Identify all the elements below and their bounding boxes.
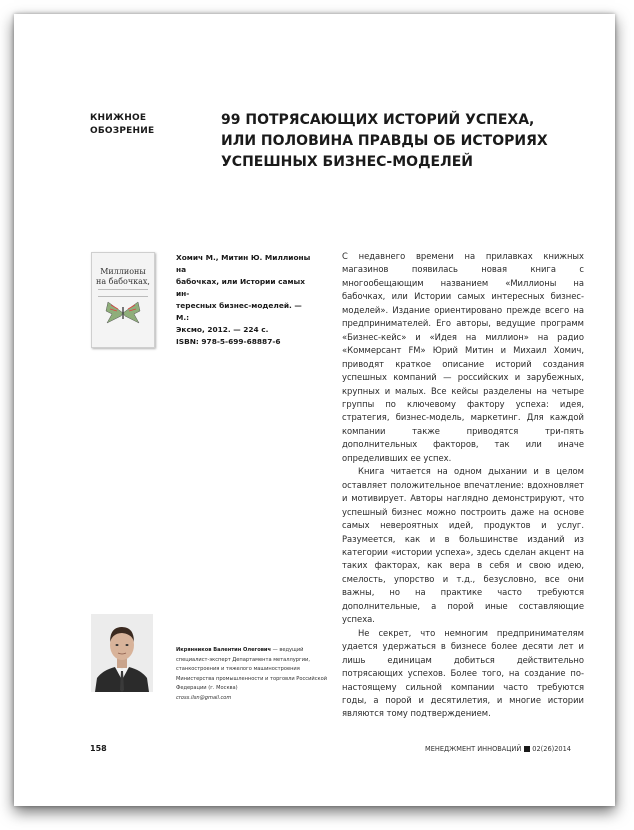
author-description: — ведущий специалист-эксперт Департамента металлургии, станкостроения и тяжелого машиностроения Министерства промышленности и торговли Российской Федерации (г. Москва) [176,647,328,691]
book-cover-title-line-1: Миллионы [100,267,146,276]
book-bibliography [176,252,316,348]
section-label-line-2: ОБОЗРЕНИЕ [90,126,155,136]
bibliography-line-4: Эксмо, 2012. — 224 с. [176,325,269,334]
section-label [90,112,210,138]
magazine-page [14,14,615,806]
body-paragraph-1: С недавнего времени на прилавках книжных магазинов появилась новая книга с многообещающим названием «Миллионы на бабочках, или Истории самых интересных бизнес-моделей». Издание ориентировано прежде всего на предпринимателей. Его авторы, ведущие программ «Бизнес-кейс» и «Идея на миллион» на радио «Коммерсант FM» Юрий Митин и Михаил Хомич, приводят краткое описание историй создания успешных компаний — российских и зарубежных, крупных и малых. Все кейсы разделены на четыре группы по ключевому фактору успеха: идея, стратегия, бизнес-модель, маркетинг. Для каждой компании также приводятся три-пять дополнительных факторов, так или иначе определивших ее успех. [342,251,584,463]
bibliography-line-2: бабочках, или Истории самых ин- [176,277,305,298]
book-cover-title [92,267,154,287]
author-name: Икрянников Валентин Олегович [176,647,272,653]
bibliography-line-1: Хомич М., Митин Ю. Миллионы на [176,253,311,274]
bibliography-isbn: ISBN: 978-5-699-68887-6 [176,337,281,346]
journal-name: МЕНЕДЖМЕНТ ИННОВАЦИЙ [425,745,522,753]
butterfly-icon [104,299,142,327]
journal-issue: 02(26)2014 [532,745,571,753]
article-title-line-3: УСПЕШНЫХ БИЗНЕС-МОДЕЛЕЙ [221,154,474,170]
body-paragraph-2: Книга читается на одном дыхании и в целом оставляет положительное впечатление: вдохновляет и мотивирует. Авторы наглядно демонстрируют, что успешный бизнес можно построить даже на основе самых невероятных идей, продуктов и услуг. Разумеется, как и в большинстве изданий из категории «истории успеха», здесь сделан акцент на таких факторах, как вера в себя и свою идею, смелость, упорство и т.д., безусловно, все они важны, но на практике часто требуются дополнительные, а порой иные составляющие успеха. [342,466,584,625]
article-title-line-1: 99 ПОТРЯСАЮЩИХ ИСТОРИЙ УСПЕХА, [221,112,535,128]
bibliography-line-3: тересных бизнес-моделей. — М.: [176,301,302,322]
section-label-line-1: КНИЖНОЕ [90,113,147,123]
body-paragraph-3: Не секрет, что немногим предпринимателям удается удержаться в бизнесе более десяти лет и лишь единицам добиться действительно потрясающих успехов. Более того, на создание по-настоящему сильной компании часто требуются годы, а порой и десятилетия, и многие истории являются тому подтверждением. [342,627,584,719]
book-cover-image [91,252,155,348]
author-note [176,646,332,703]
author-photo [91,614,153,692]
author-email: cross.ilsn@gmail.com [176,694,232,701]
article-title-line-2: ИЛИ ПОЛОВИНА ПРАВДЫ ОБ ИСТОРИЯХ [221,133,548,149]
article-body [342,250,584,721]
article-title [221,110,581,173]
book-cover-title-line-2: на бабочках, [96,277,150,286]
book-cover-subtitle-rule [98,289,148,297]
page-number: 158 [90,744,107,753]
running-footer [425,745,571,753]
author-portrait-icon [91,614,153,692]
footer-square-icon [524,746,530,752]
